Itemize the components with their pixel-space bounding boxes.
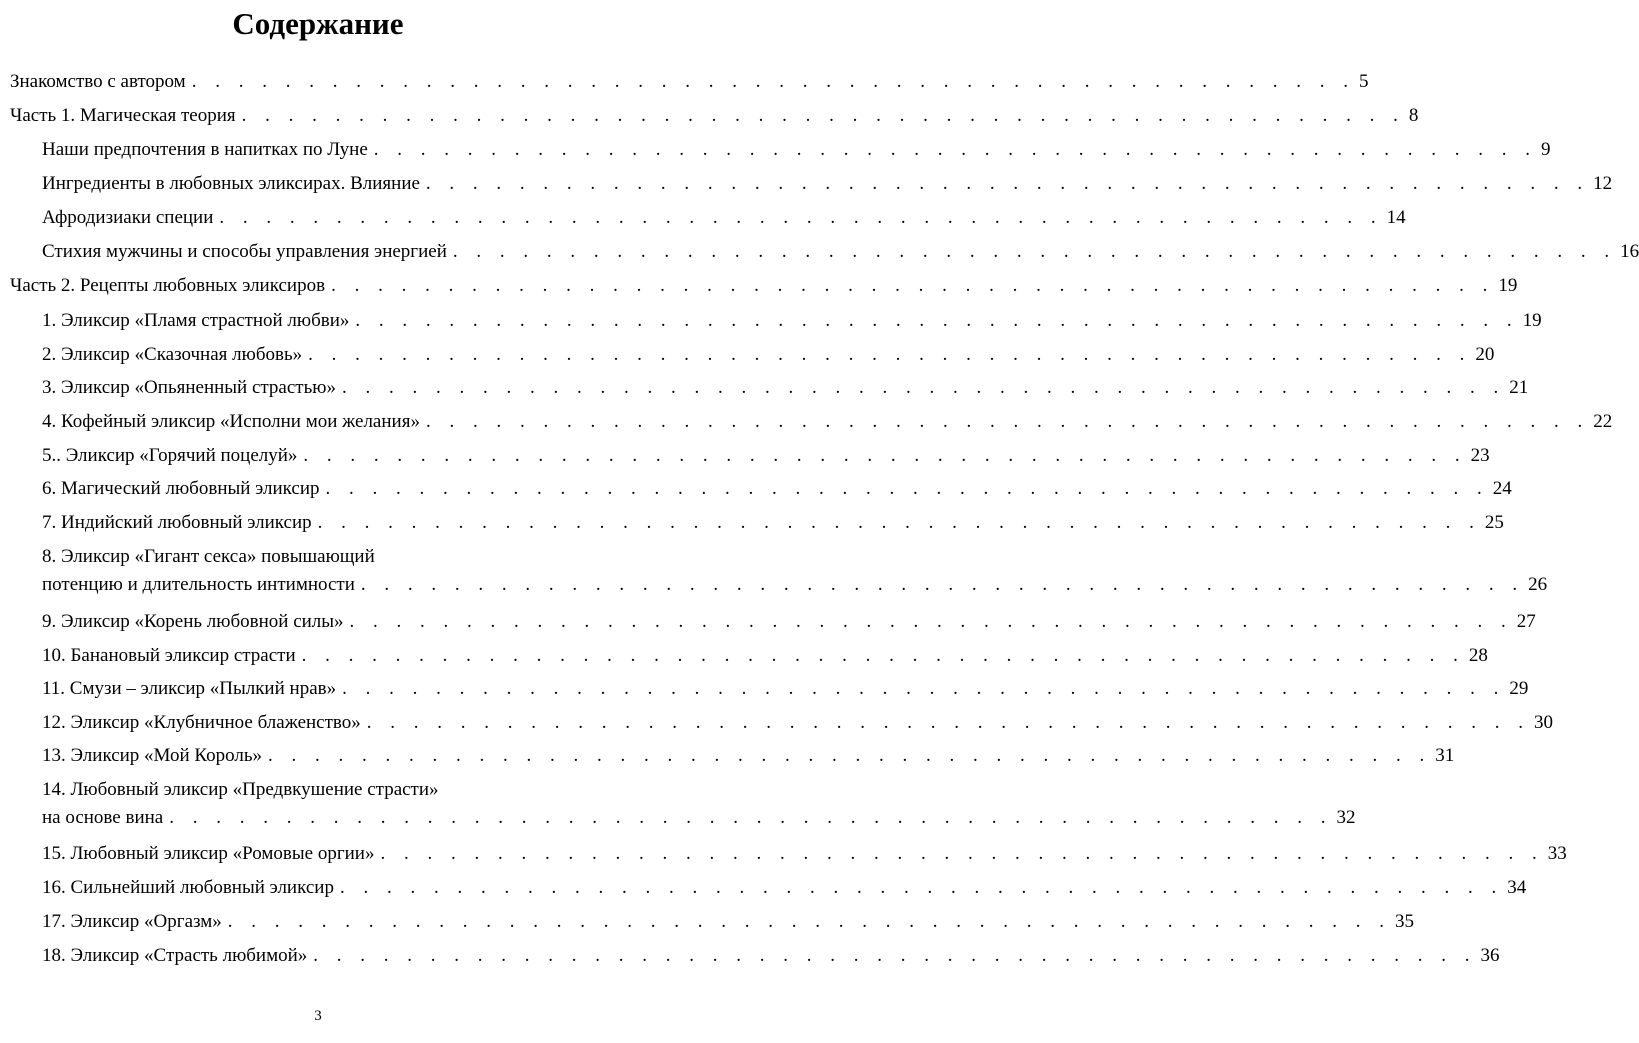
toc-page-number: 16: [1620, 241, 1639, 262]
toc-entry-title-line1: 14. Любовный эликсир «Предвкушение страсти»: [42, 779, 439, 800]
toc-page-number: 32: [1336, 807, 1356, 828]
dot-leader: . . . . . . . . . . . . . . . . . . . . . . . . . . . . . . . . . . . . . . . . . . . . . . . . . .: [452, 241, 1617, 262]
toc-entry-title: 4. Кофейный эликсир «Исполни мои желания»: [42, 411, 420, 432]
toc-entry[interactable]: [0, 170, 1613, 198]
toc-entry-title: 15. Любовный эликсир «Ромовые оргии»: [42, 843, 375, 864]
toc-entry[interactable]: [0, 136, 1551, 164]
toc-entry-title-line2: на основе вина: [42, 807, 164, 828]
toc-entry[interactable]: [0, 442, 1490, 470]
toc-page-number: 28: [1468, 645, 1488, 666]
dot-leader: . . . . . . . . . . . . . . . . . . . . . . . . . . . . . . . . . . . . . . . . . . . . . . . . . .: [355, 310, 1519, 331]
toc-entry[interactable]: [0, 942, 1500, 970]
toc-entry-title: Наши предпочтения в напитках по Луне: [42, 139, 368, 160]
toc-entry[interactable]: [0, 68, 1369, 96]
dot-leader: . . . . . . . . . . . . . . . . . . . . . . . . . . . . . . . . . . . . . . . . . . . . . . . . . .: [313, 945, 1477, 966]
toc-page-number: 12: [1593, 173, 1613, 194]
dot-leader: . . . . . . . . . . . . . . . . . . . . . . . . . . . . . . . . . . . . . . . . . . . . . . . . . .: [308, 344, 1472, 365]
dot-leader: . . . . . . . . . . . . . . . . . . . . . . . . . . . . . . . . . . . . . . . . . . . . . . . . . .: [373, 139, 1538, 160]
toc-entry[interactable]: [0, 408, 1613, 436]
toc-entry[interactable]: [0, 675, 1529, 703]
toc-entry-title: Стихия мужчины и способы управления энергией: [42, 241, 447, 262]
dot-leader: . . . . . . . . . . . . . . . . . . . . . . . . . . . . . . . . . . . . . . . . . . . . . . . . . .: [303, 445, 1467, 466]
toc-entry-title: 9. Эликсир «Корень любовной силы»: [42, 611, 344, 632]
dot-leader: . . . . . . . . . . . . . . . . . . . . . . . . . . . . . . . . . . . . . . . . . . . . . . . . . .: [268, 745, 1432, 766]
toc-entry[interactable]: [0, 709, 1554, 737]
toc-entry-title: 7. Индийский любовный эликсир: [42, 512, 312, 533]
dot-leader: . . . . . . . . . . . . . . . . . . . . . . . . . . . . . . . . . . . . . . . . . . . . . . . . . .: [349, 611, 1513, 632]
toc-entry[interactable]: [0, 475, 1512, 503]
toc-entry-title: 3. Эликсир «Опьяненный страстью»: [42, 377, 336, 398]
toc-page-number: 35: [1395, 911, 1415, 932]
dot-leader: . . . . . . . . . . . . . . . . . . . . . . . . . . . . . . . . . . . . . . . . . . . . . . . . . .: [360, 574, 1525, 595]
toc-entry-title: 18. Эликсир «Страсть любимой»: [42, 945, 308, 966]
toc-entry[interactable]: [0, 374, 1529, 402]
toc-page-number: 27: [1516, 611, 1536, 632]
toc-entry-title: 1. Эликсир «Пламя страстной любви»: [42, 310, 350, 331]
toc-entry[interactable]: [0, 272, 1518, 300]
toc-entry[interactable]: [0, 742, 1455, 770]
toc-entry[interactable]: [0, 307, 1542, 335]
dot-leader: . . . . . . . . . . . . . . . . . . . . . . . . . . . . . . . . . . . . . . . . . . . . . . . . . .: [191, 71, 1355, 92]
toc-entry[interactable]: [0, 238, 1639, 266]
dot-leader: . . . . . . . . . . . . . . . . . . . . . . . . . . . . . . . . . . . . . . . . . . . . . . . . . .: [331, 275, 1495, 296]
toc-entry-title: Часть 2. Рецепты любовных эликсиров: [10, 275, 326, 296]
toc-entry[interactable]: [0, 840, 1567, 868]
toc-page-number: 29: [1509, 678, 1529, 699]
dot-leader: . . . . . . . . . . . . . . . . . . . . . . . . . . . . . . . . . . . . . . . . . . . . . . . . . .: [227, 911, 1392, 932]
toc-entry-title: 17. Эликсир «Оргазм»: [42, 911, 222, 932]
toc-page-number: 14: [1386, 207, 1406, 228]
toc-entry[interactable]: [0, 341, 1495, 369]
toc-page-number: 21: [1509, 377, 1529, 398]
toc-entry-title: 5.. Эликсир «Горячий поцелуй»: [42, 445, 298, 466]
toc-entry-title: 2. Эликсир «Сказочная любовь»: [42, 344, 303, 365]
toc-page-number: 19: [1498, 275, 1518, 296]
toc-page-number: 22: [1593, 411, 1613, 432]
dot-leader: . . . . . . . . . . . . . . . . . . . . . . . . . . . . . . . . . . . . . . . . . . . . . . . . . .: [241, 105, 1405, 126]
dot-leader: . . . . . . . . . . . . . . . . . . . . . . . . . . . . . . . . . . . . . . . . . . . . . . . . . .: [425, 411, 1590, 432]
toc-entry-title: 13. Эликсир «Мой Король»: [42, 745, 263, 766]
dot-leader: . . . . . . . . . . . . . . . . . . . . . . . . . . . . . . . . . . . . . . . . . . . . . . . . . .: [342, 678, 1506, 699]
toc-entry-title: Ингредиенты в любовных эликсирах. Влияние: [42, 173, 420, 194]
toc-page-number: 31: [1435, 745, 1455, 766]
toc-entry-title: 6. Магический любовный эликсир: [42, 478, 320, 499]
dot-leader: . . . . . . . . . . . . . . . . . . . . . . . . . . . . . . . . . . . . . . . . . . . . . . . . . .: [339, 877, 1504, 898]
toc-entry[interactable]: [0, 908, 1415, 936]
toc-entry[interactable]: [0, 204, 1406, 232]
toc-entry[interactable]: [0, 509, 1504, 537]
toc-entry-title: 12. Эликсир «Клубничное блаженство»: [42, 712, 361, 733]
toc-page-number: 36: [1480, 945, 1500, 966]
toc-page-number: 33: [1547, 843, 1567, 864]
toc-page-number: 5: [1358, 71, 1369, 92]
toc-page-number: 20: [1475, 344, 1495, 365]
dot-leader: . . . . . . . . . . . . . . . . . . . . . . . . . . . . . . . . . . . . . . . . . . . . . . . . . .: [317, 512, 1481, 533]
toc-page-number: 19: [1522, 310, 1542, 331]
toc-page-number: 26: [1528, 574, 1548, 595]
toc-entry[interactable]: [0, 102, 1419, 130]
toc-entry-title-line1: 8. Эликсир «Гигант секса» повышающий: [42, 546, 375, 567]
toc-entry-title: Афродизиаки специи: [42, 207, 214, 228]
toc-page-number: 8: [1408, 105, 1419, 126]
dot-leader: . . . . . . . . . . . . . . . . . . . . . . . . . . . . . . . . . . . . . . . . . . . . . . . . . .: [325, 478, 1489, 499]
page-number: 3: [314, 1008, 322, 1024]
toc-entry[interactable]: [0, 874, 1527, 902]
toc-entry[interactable]: [0, 543, 1548, 599]
toc-page-number: 9: [1541, 139, 1551, 160]
toc-entry-title-line2: потенцию и длительность интимности: [42, 574, 355, 595]
dot-leader: . . . . . . . . . . . . . . . . . . . . . . . . . . . . . . . . . . . . . . . . . . . . . . . . . .: [301, 645, 1465, 666]
toc-entry-title: 10. Банановый эликсир страсти: [42, 645, 296, 666]
toc-page-number: 34: [1507, 877, 1527, 898]
dot-leader: . . . . . . . . . . . . . . . . . . . . . . . . . . . . . . . . . . . . . . . . . . . . . . . . . .: [366, 712, 1531, 733]
dot-leader: . . . . . . . . . . . . . . . . . . . . . . . . . . . . . . . . . . . . . . . . . . . . . . . . . .: [341, 377, 1506, 398]
dot-leader: . . . . . . . . . . . . . . . . . . . . . . . . . . . . . . . . . . . . . . . . . . . . . . . . . .: [425, 173, 1590, 194]
dot-leader: . . . . . . . . . . . . . . . . . . . . . . . . . . . . . . . . . . . . . . . . . . . . . . . . . .: [380, 843, 1544, 864]
toc-page-number: 30: [1534, 712, 1554, 733]
toc-entry[interactable]: [0, 608, 1536, 636]
toc-page-number: 23: [1470, 445, 1490, 466]
toc-entry[interactable]: [0, 776, 1356, 832]
dot-leader: . . . . . . . . . . . . . . . . . . . . . . . . . . . . . . . . . . . . . . . . . . . . . . . . . .: [219, 207, 1383, 228]
page-title: Содержание: [232, 6, 404, 41]
toc-entry-title: 11. Смузи – эликсир «Пылкий нрав»: [42, 678, 337, 699]
toc-page-number: 25: [1484, 512, 1504, 533]
toc-entry-title: 16. Сильнейший любовный эликсир: [42, 877, 334, 898]
toc-page-number: 24: [1492, 478, 1512, 499]
toc-entry-title: Часть 1. Магическая теория: [10, 105, 236, 126]
toc-entry-title: Знакомство с автором: [10, 71, 186, 92]
toc-entry[interactable]: [0, 642, 1488, 670]
dot-leader: . . . . . . . . . . . . . . . . . . . . . . . . . . . . . . . . . . . . . . . . . . . . . . . . . .: [169, 807, 1333, 828]
